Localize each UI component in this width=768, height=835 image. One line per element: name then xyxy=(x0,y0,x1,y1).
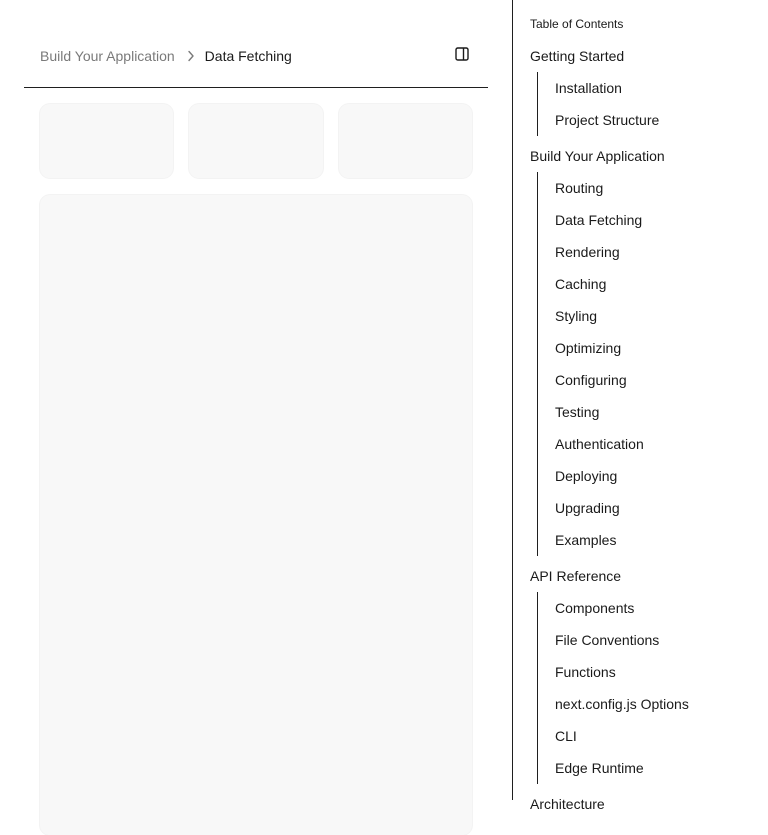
skeleton-card xyxy=(189,104,323,178)
toc-item-link[interactable]: Upgrading xyxy=(555,500,620,516)
toc-item-link[interactable]: CLI xyxy=(555,728,577,744)
toc-section xyxy=(530,560,766,784)
toc-section-link[interactable]: API Reference xyxy=(530,568,622,584)
skeleton-content-block xyxy=(40,195,472,835)
toc-item-link[interactable]: next.config.js Options xyxy=(555,696,689,712)
toc-item-link[interactable]: Styling xyxy=(555,308,598,324)
toc-title: Table of Contents xyxy=(530,17,624,31)
toc-subsection-list xyxy=(537,592,766,784)
toc-item-link[interactable]: File Conventions xyxy=(555,632,660,648)
toc-item-link[interactable]: Routing xyxy=(555,180,604,196)
breadcrumb-parent-link[interactable]: Build Your Application xyxy=(40,48,175,64)
breadcrumb-current-page: Data Fetching xyxy=(204,48,292,64)
toc-item-link[interactable]: Edge Runtime xyxy=(555,760,644,776)
toc-item-link[interactable]: Installation xyxy=(555,80,622,96)
toggle-toc-button[interactable] xyxy=(452,46,472,66)
toc-section xyxy=(530,140,766,556)
toc-item-link[interactable]: Testing xyxy=(555,404,600,420)
toc-section-link[interactable]: Architecture xyxy=(530,796,605,812)
toc-list xyxy=(530,40,766,820)
skeleton-card xyxy=(339,104,472,178)
toc-subsection-list xyxy=(537,172,766,556)
skeleton-card xyxy=(40,104,173,178)
toc-item-link[interactable]: Authentication xyxy=(555,436,644,452)
toc-item-link[interactable]: Functions xyxy=(555,664,616,680)
breadcrumb xyxy=(40,48,292,64)
sidebar-panel-icon xyxy=(454,46,470,67)
toc-section xyxy=(530,40,766,136)
toc-item-link[interactable]: Data Fetching xyxy=(555,212,643,228)
toc-section xyxy=(530,788,766,820)
toc-item-link[interactable]: Deploying xyxy=(555,468,618,484)
toc-item-link[interactable]: Caching xyxy=(555,276,607,292)
toc-item-link[interactable]: Optimizing xyxy=(555,340,622,356)
chevron-right-icon xyxy=(187,50,195,62)
toc-item-link[interactable]: Configuring xyxy=(555,372,627,388)
page-header xyxy=(24,24,488,88)
table-of-contents xyxy=(512,0,768,812)
toc-item-link[interactable]: Project Structure xyxy=(555,112,660,128)
toc-section-link[interactable]: Build Your Application xyxy=(530,148,665,164)
toc-section-link[interactable]: Getting Started xyxy=(530,48,625,64)
toc-item-link[interactable]: Examples xyxy=(555,532,617,548)
toc-item-link[interactable]: Components xyxy=(555,600,635,616)
toc-item-link[interactable]: Rendering xyxy=(555,244,620,260)
toc-subsection-list xyxy=(537,72,766,136)
